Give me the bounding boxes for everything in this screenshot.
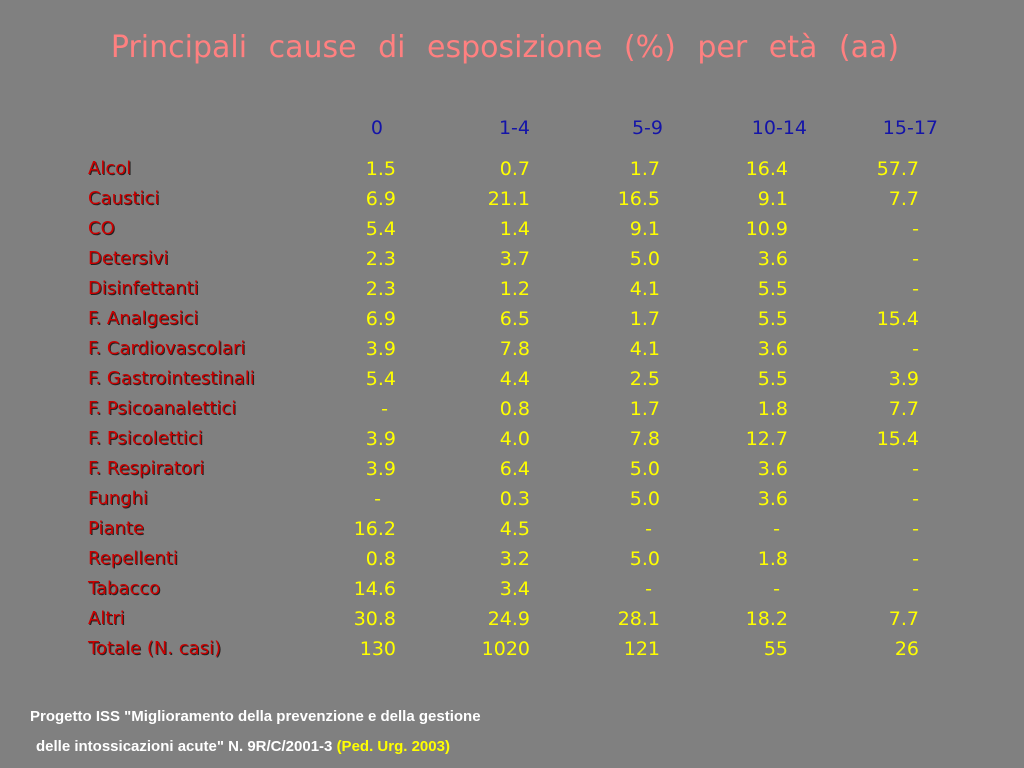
table-cell: 3.6 [757,458,788,480]
row-label: F. Psicoanalettici [88,398,237,419]
table-cell: 3.6 [757,338,788,360]
table-cell: 5.0 [629,548,660,570]
table-cell: 7.7 [888,608,919,630]
table-cell: 24.9 [487,608,530,630]
table-cell: - [912,458,919,480]
table-cell: - [912,488,919,510]
row-label: Piante [88,518,145,539]
row-label: F. Analgesici [88,308,199,329]
footer-line-2 [36,738,450,755]
table-cell: 4.1 [629,338,660,360]
column-header: 1-4 [498,117,530,139]
footer-highlight: (Ped. Urg. 2003) [336,738,450,755]
table-cell: 1.7 [629,308,660,330]
table-cell: 7.8 [499,338,530,360]
row-label: Funghi [88,488,149,509]
table-cell: - [374,488,381,510]
column-header: 15-17 [882,117,938,139]
row-label: CO [88,218,115,239]
table-cell: 5.0 [629,248,660,270]
table-cell: 6.9 [365,308,396,330]
table-cell: 7.7 [888,188,919,210]
column-header: 0 [370,117,383,139]
table-cell: 5.0 [629,458,660,480]
table-cell: 3.9 [365,338,396,360]
table-cell: 4.5 [499,518,530,540]
table-cell: 18.2 [745,608,788,630]
table-cell: - [912,278,919,300]
table-cell: - [912,338,919,360]
table-cell: 5.0 [629,488,660,510]
table-cell: 3.4 [499,578,530,600]
table-cell: - [912,248,919,270]
row-label: Disinfettanti [88,278,199,299]
row-label: Totale (N. casi) [88,638,222,659]
table-cell: 2.3 [365,278,396,300]
table-cell: - [645,518,652,540]
table-cell: 6.4 [499,458,530,480]
table-cell: 1020 [481,638,530,660]
table-cell: 5.5 [757,308,788,330]
table-cell: 7.7 [888,398,919,420]
row-label: F. Respiratori [88,458,205,479]
table-cell: 3.9 [365,428,396,450]
table-cell: 3.7 [499,248,530,270]
table-cell: 15.4 [876,428,919,450]
table-cell: - [912,548,919,570]
footer-line-1: Progetto ISS "Miglioramento della prevenzione e della gestione [30,708,481,725]
table-cell: 1.8 [757,548,788,570]
table-cell: 3.6 [757,248,788,270]
table-cell: 6.9 [365,188,396,210]
table-cell: 1.4 [499,218,530,240]
row-label: Tabacco [88,578,161,599]
table-cell: 1.7 [629,158,660,180]
table-cell: - [912,218,919,240]
table-cell: 1.5 [365,158,396,180]
table-cell: - [773,578,780,600]
table-cell: 1.7 [629,398,660,420]
table-cell: 6.5 [499,308,530,330]
table-cell: 15.4 [876,308,919,330]
row-label: Caustici [88,188,160,209]
row-label: F. Psicolettici [88,428,203,449]
table-cell: 0.7 [499,158,530,180]
table-cell: 57.7 [876,158,919,180]
table-cell: 30.8 [353,608,396,630]
table-cell: 26 [894,638,919,660]
table-cell: 55 [763,638,788,660]
table-cell: 2.5 [629,368,660,390]
row-label: F. Gastrointestinali [88,368,255,389]
table-cell: 14.6 [353,578,396,600]
table-cell: - [381,398,388,420]
table-cell: 121 [623,638,660,660]
table-cell: 1.2 [499,278,530,300]
table-cell: 5.4 [365,368,396,390]
table-cell: 5.5 [757,278,788,300]
row-label: Detersivi [88,248,169,269]
table-cell: 9.1 [757,188,788,210]
table-cell: 0.3 [499,488,530,510]
column-header: 10-14 [751,117,807,139]
table-cell: 16.4 [745,158,788,180]
footer-citation: delle intossicazioni acute" N. 9R/C/2001-3 [36,738,333,755]
table-cell: 4.4 [499,368,530,390]
slide-title: Principali cause di esposizione (%) per età (aa) [110,30,900,65]
table-cell: 0.8 [365,548,396,570]
table-cell: 5.5 [757,368,788,390]
row-label: Repellenti [88,548,178,569]
table-cell: - [912,518,919,540]
table-cell: 12.7 [745,428,788,450]
table-cell: - [912,578,919,600]
table-cell: 5.4 [365,218,396,240]
table-cell: 1.8 [757,398,788,420]
table-cell: 16.5 [617,188,660,210]
table-cell: 3.9 [365,458,396,480]
table-cell: 7.8 [629,428,660,450]
table-cell: - [773,518,780,540]
table-cell: 21.1 [487,188,530,210]
table-cell: 130 [359,638,396,660]
table-cell: 28.1 [617,608,660,630]
table-cell: 10.9 [745,218,788,240]
table-cell: 3.9 [888,368,919,390]
table-cell: - [645,578,652,600]
table-cell: 2.3 [365,248,396,270]
table-cell: 3.6 [757,488,788,510]
row-label: Alcol [88,158,132,179]
table-cell: 4.0 [499,428,530,450]
row-label: F. Cardiovascolari [88,338,246,359]
row-label: Altri [88,608,125,629]
table-cell: 3.2 [499,548,530,570]
column-header: 5-9 [631,117,663,139]
table-cell: 16.2 [353,518,396,540]
table-cell: 0.8 [499,398,530,420]
table-cell: 9.1 [629,218,660,240]
table-cell: 4.1 [629,278,660,300]
